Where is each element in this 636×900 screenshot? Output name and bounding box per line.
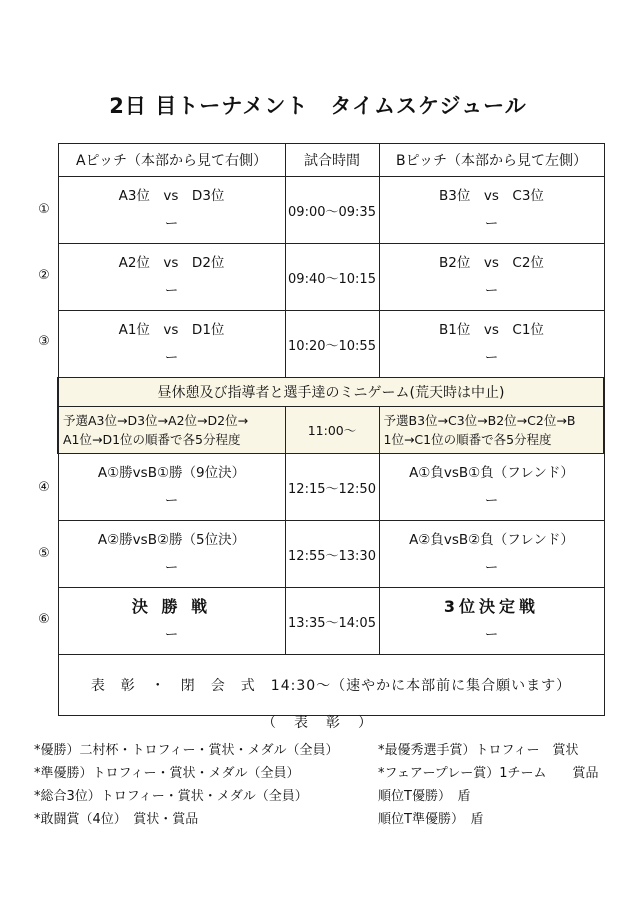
- lunch-note-b-line: 1位→C1位の順番で各5分程度: [383, 432, 552, 447]
- final-match-label: 決 勝 戦: [131, 597, 212, 616]
- match-row: [58, 244, 604, 311]
- match-time: 12:55～13:30: [285, 521, 379, 588]
- award-item: *優勝）二村杯・トロフィー・賞状・メダル（全員）: [34, 743, 339, 758]
- pitch-a-match: A1位 vs D1位: [118, 322, 225, 338]
- pitch-b-match: A①負vsB①負（フレンド）: [409, 465, 574, 481]
- pitch-a-result: ー: [164, 350, 179, 366]
- ceremony-text: 表 彰 ・ 閉 会 式 14:30～（速やかに本部前に集合願います）: [58, 655, 604, 716]
- match-row: [58, 177, 604, 244]
- award-item: *フェアープレー賞）1チーム 賞品: [378, 766, 599, 781]
- pitch-a-cell: [58, 311, 285, 378]
- pitch-b-result: ー: [484, 493, 499, 509]
- match-row: [58, 521, 604, 588]
- pitch-b-match: B3位 vs C3位: [439, 188, 544, 204]
- ceremony-row: [58, 655, 604, 716]
- pitch-b-result: ー: [484, 627, 499, 643]
- schedule-table: [57, 143, 605, 716]
- match-time: 09:00～09:35: [285, 177, 379, 244]
- row-number: ⑥: [38, 612, 50, 627]
- pitch-b-cell: [379, 454, 604, 521]
- pitch-a-match: A2位 vs D2位: [118, 255, 225, 271]
- pitch-a-result: ー: [164, 627, 179, 643]
- row-number: ③: [38, 334, 50, 349]
- header-time: 試合時間: [285, 144, 379, 177]
- lunch-header-row: [58, 378, 604, 407]
- match-row: [58, 311, 604, 378]
- row-number: ①: [38, 202, 50, 217]
- lunch-detail-row: [58, 407, 604, 454]
- row-number: ②: [38, 268, 50, 283]
- pitch-b-match: B1位 vs C1位: [439, 322, 544, 338]
- final-row: [58, 588, 604, 655]
- award-item: *敢闘賞（4位） 賞状・賞品: [34, 812, 199, 827]
- header-pitch-b: Bピッチ（本部から見て左側）: [379, 144, 604, 177]
- pitch-a-result: ー: [164, 560, 179, 576]
- row-number: ④: [38, 480, 50, 495]
- match-time: 13:35～14:05: [285, 588, 379, 655]
- pitch-a-result: ー: [164, 493, 179, 509]
- pitch-b-result: ー: [484, 560, 499, 576]
- award-item: *準優勝）トロフィー・賞状・メダル（全員）: [34, 766, 300, 781]
- pitch-a-cell: [58, 177, 285, 244]
- pitch-b-cell: [379, 177, 604, 244]
- lunch-note-a-line: 予選A3位→D3位→A2位→D2位→: [63, 413, 249, 428]
- lunch-note-a: [58, 407, 285, 454]
- pitch-a-match: A①勝vsB①勝（9位決）: [97, 465, 246, 481]
- pitch-b-cell: [379, 244, 604, 311]
- pitch-a-match: A3位 vs D3位: [118, 188, 225, 204]
- pitch-b-match: B2位 vs C2位: [439, 255, 544, 271]
- match-time: 09:40～10:15: [285, 244, 379, 311]
- pitch-b-result: ー: [484, 283, 499, 299]
- pitch-a-cell: [58, 244, 285, 311]
- award-item: *総合3位）トロフィー・賞状・メダル（全員）: [34, 789, 308, 804]
- match-time: 12:15～12:50: [285, 454, 379, 521]
- award-item: 順位T準優勝） 盾: [378, 812, 484, 827]
- match-time: 10:20～10:55: [285, 311, 379, 378]
- pitch-b-match: A②負vsB②負（フレンド）: [409, 532, 574, 548]
- pitch-a-cell: [58, 454, 285, 521]
- row-number: ⑤: [38, 546, 50, 561]
- pitch-b-cell: [379, 521, 604, 588]
- match-row: [58, 454, 604, 521]
- pitch-a-cell: [58, 521, 285, 588]
- pitch-b-result: ー: [484, 350, 499, 366]
- pitch-b-cell: [379, 311, 604, 378]
- lunch-note-b-line: 予選B3位→C3位→B2位→C2位→B: [383, 413, 576, 428]
- third-place-match-label: 3位決定戦: [443, 597, 540, 616]
- pitch-a-result: ー: [164, 283, 179, 299]
- award-item: *最優秀選手賞）トロフィー 賞状: [378, 743, 579, 758]
- pitch-b-result: ー: [484, 216, 499, 232]
- pitch-b-cell: [379, 588, 604, 655]
- pitch-a-result: ー: [164, 216, 179, 232]
- lunch-note-a-line: A1位→D1位の順番で各5分程度: [63, 432, 241, 447]
- awards-title: （ 表 彰 ）: [262, 715, 374, 731]
- lunch-title: 昼休憩及び指導者と選手達のミニゲーム(荒天時は中止): [58, 378, 604, 407]
- award-item: 順位T優勝） 盾: [378, 789, 471, 804]
- pitch-a-cell: [58, 588, 285, 655]
- page-title: 2日 目トーナメント タイムスケジュール: [109, 94, 527, 118]
- header-pitch-a: Aピッチ（本部から見て右側）: [58, 144, 285, 177]
- header-row: [58, 144, 604, 177]
- pitch-a-match: A②勝vsB②勝（5位決）: [97, 532, 246, 548]
- lunch-note-b: [379, 407, 604, 454]
- lunch-time: 11:00～: [285, 407, 379, 454]
